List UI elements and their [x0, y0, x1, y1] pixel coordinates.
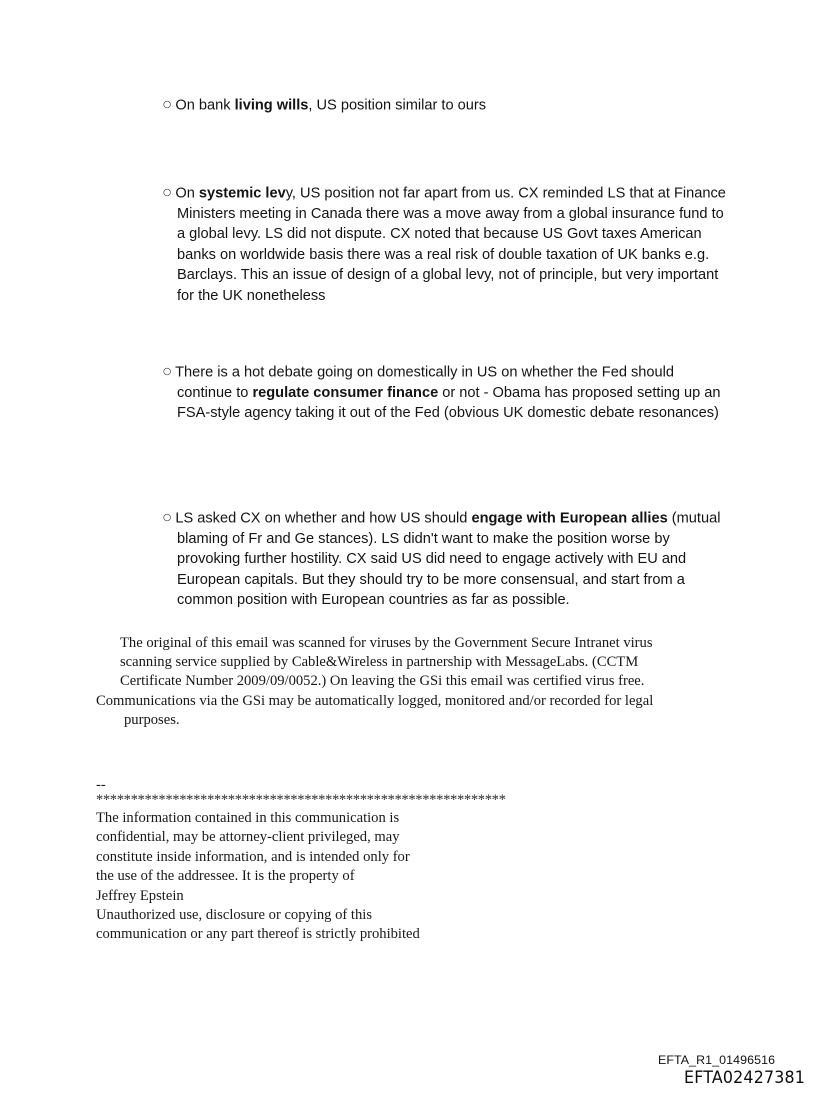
bullet-paragraph-systemic-levy [163, 183, 729, 306]
footer-line: constitute inside information, and is intended only for [96, 848, 410, 865]
disclaimer-line: Communications via the GSi may be automatically logged, monitored and/or recorded for legal [96, 692, 654, 709]
disclaimer-line: Certificate Number 2009/09/0052.) On leaving the GSi this email was certified virus free. [120, 673, 645, 690]
footer-line: The information contained in this communication is [96, 810, 400, 826]
bullet-marker-icon: ○ [163, 366, 172, 377]
bullet-paragraph-european-allies [163, 508, 729, 611]
disclaimer-line: scanning service supplied by Cable&Wireless in partnership with MessageLabs. (CCTM [120, 654, 639, 671]
text-run: There is a hot debate going on domestically in US on whether the Fed should continue to [175, 364, 675, 401]
bullet-marker-icon: ○ [163, 99, 172, 110]
footer-owner-name: Jeffrey Epstein [96, 887, 184, 904]
emphasised-phrase: systemic lev [198, 185, 286, 202]
disclaimer-line: purposes. [124, 711, 180, 728]
footer-asterisk-rule: *********************************************************** [96, 792, 506, 808]
emphasised-phrase: engage with European allies [471, 510, 668, 527]
text-run: LS asked CX on whether and how US should [175, 510, 472, 527]
text-run: On [175, 185, 199, 202]
bullet-marker-icon: ○ [163, 187, 172, 198]
bullet-text [175, 186, 726, 304]
footer-line: confidential, may be attorney-client privileged, may [96, 829, 400, 846]
footer-line: the use of the addressee. It is the property of [96, 868, 355, 885]
bullet-text [175, 98, 486, 114]
bullet-text [175, 365, 720, 422]
disclaimer-line: The original of this email was scanned for viruses by the Government Secure Intranet virus [120, 635, 653, 651]
bates-stamp-upper: EFTA_R1_01496516 [658, 1053, 776, 1067]
text-run: , US position similar to ours [308, 97, 487, 114]
footer-line: Unauthorized use, disclosure or copying of this [96, 907, 373, 924]
footer-line: communication or any part thereof is strictly prohibited [96, 926, 420, 943]
confidentiality-footer [96, 779, 736, 945]
emphasised-phrase: regulate consumer finance [252, 384, 439, 401]
bullet-paragraph-consumer-finance [163, 362, 729, 424]
bullet-text [175, 511, 720, 609]
virus-scanning-disclaimer [96, 634, 736, 730]
emphasised-phrase: living wills [234, 97, 309, 114]
bullet-marker-icon: ○ [163, 512, 172, 523]
footer-dash-separator: -- [96, 777, 106, 793]
text-run: y, US position not far apart from us. CX reminded LS that at Finance Ministers meeting in Canada there was a move away from a global insurance fund to a global levy. LS did not dispute. CX noted that because US Govt taxes American banks on worldwide basis there was a real risk of double taxation of UK banks e.g. Barclays. This an issue of design of a global levy, not of principle, but very important for the UK nonetheless [177, 185, 726, 304]
bates-stamp-lower: EFTA02427381 [684, 1068, 806, 1087]
text-run: or not - Obama has proposed setting up an FSA-style agency taking it out of the Fed (obvious UK domestic debate resonances) [177, 384, 721, 422]
text-run: (mutual blaming of Fr and Ge stances). LS didn't want to make the position worse by provoking further hostility. CX said US did need to engage actively with EU and European capitals. But they should try to be more consensual, and start from a common position with European countries as far as possible. [177, 510, 721, 609]
bullet-paragraph-living-wills [163, 95, 737, 116]
text-run: On bank [175, 97, 235, 114]
